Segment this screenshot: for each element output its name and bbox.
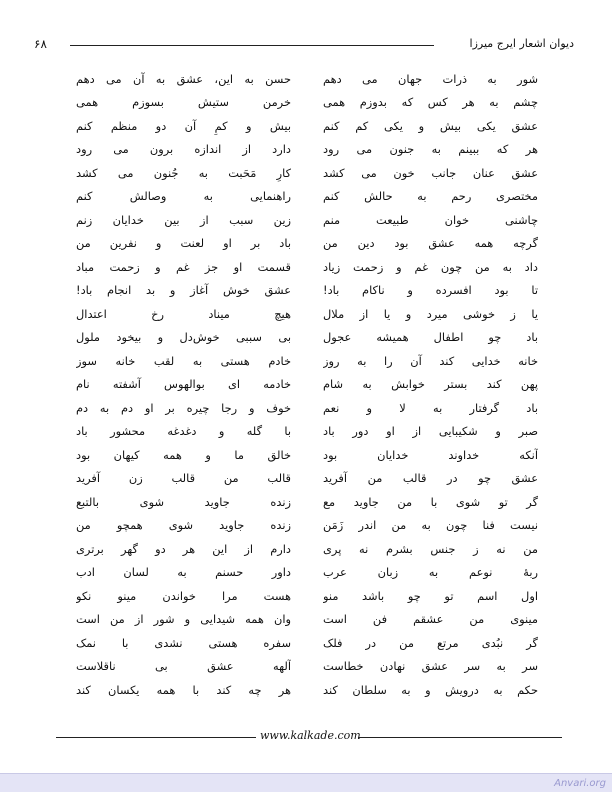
page-number: ۶۸ — [34, 37, 47, 51]
verse-line: اول اسم تو چو باشد منو — [323, 588, 538, 603]
verse-line: چشم به هر کس که بدوزم همی — [323, 95, 538, 110]
footer-website: www.kalkade.com — [260, 729, 361, 742]
verse-line: عشق خوش آغاز و بد انجام باد! — [76, 283, 291, 298]
verse-line: حکم به درویش و به سلطان کند — [323, 682, 538, 697]
verse-line: خادم هستی به لقب خانه سوز — [76, 353, 291, 368]
verse-line: با گله و دغدغه محشور باد — [76, 424, 291, 439]
verse-line: باد بر او لعنت و نفرین من — [76, 236, 291, 251]
verse-line: گرچه همه عشق بود دین من — [323, 236, 538, 251]
verse-line: هیچ میناد رخ اعتدال — [76, 306, 291, 321]
verse-line: کارِ مَحَبت به جُنون می کشد — [76, 165, 291, 180]
verse-line: داد به من چون غم و زحمت زیاد — [323, 259, 538, 274]
page-footer — [56, 728, 562, 744]
verse-line: خوف و رجا چیره بر او دم به دم — [76, 400, 291, 415]
verse-line: داور حسنم به لسان ادب — [76, 565, 291, 580]
verse-line: بیش و کمِ آن دو منظم کنم — [76, 118, 291, 133]
verse-line: چاشنی خوان طبیعت منم — [323, 212, 538, 227]
footer-divider-left — [56, 737, 256, 738]
verse-line: ربهٔ نوعم به زبان عرب — [323, 565, 538, 580]
book-title: دیوان اشعار ایرج میرزا — [469, 37, 574, 50]
verse-line: قالب من قالب زن آفرید — [76, 471, 291, 486]
verse-line: زنده جاوید شوی همچو من — [76, 518, 291, 533]
verse-line: عشق چو در قالب من آفرید — [323, 471, 538, 486]
verse-line: هر چه کند با همه یکسان کند — [76, 682, 291, 697]
verse-line: گر نبُدی مرتع من در فلک — [323, 635, 538, 650]
watermark-text: Anvari.org — [554, 778, 606, 789]
verse-line: عشق عنان جانب خون می کشد — [323, 165, 538, 180]
verse-line: مینوی من عشقم فن است — [323, 612, 538, 627]
verse-line: من نه ز جنس بشرم نه پری — [323, 541, 538, 556]
poem-column-left — [76, 68, 291, 702]
verse-line: سر به سر عشق نهادن خطاست — [323, 659, 538, 674]
verse-line: دارد از اندازه برون می رود — [76, 142, 291, 157]
header-divider — [70, 45, 434, 46]
verse-line: هر که ببینم به جنون می رود — [323, 142, 538, 157]
verse-line: باد گرفتار به لا و نعم — [323, 400, 538, 415]
verse-line: آنکه خداوند خدایان بود — [323, 447, 538, 462]
verse-line: قسمت او جز غم و زحمت مباد — [76, 259, 291, 274]
poem-column-right — [323, 68, 538, 702]
verse-line: حسن به این، عشق به آن می دهم — [76, 72, 291, 86]
verse-line: نیست فنا چون به من اندر زَمَن — [323, 518, 538, 533]
verse-line: تا بود افسرده و ناکام باد! — [323, 283, 538, 298]
verse-line: خادمه ای بوالهوس آشفته نام — [76, 377, 291, 392]
page-header — [34, 35, 574, 55]
verse-line: مختصری رحم به حالش کنم — [323, 189, 538, 204]
verse-line: باد چو اطفال همیشه عجول — [323, 330, 538, 345]
verse-line: صبر و شکیبایی از او دور باد — [323, 424, 538, 439]
verse-line: شور به ذرات جهان می دهم — [323, 72, 538, 86]
verse-line: یا ز خوشی میرد و یا از ملال — [323, 306, 538, 321]
verse-line: پهن کند بستر خوابش به شام — [323, 377, 538, 392]
verse-line: خانه خدایی کند آن را به روز — [323, 353, 538, 368]
verse-line: دارم از این هر دو گهر برتری — [76, 541, 291, 556]
verse-line: آلهه عشق بی ناقلاست — [76, 659, 291, 674]
verse-line: وان همه شیدایی و شور از من است — [76, 612, 291, 627]
verse-line: راهنمایی به وصالش کنم — [76, 189, 291, 204]
verse-line: سفره هستی نشدی با نمک — [76, 635, 291, 650]
verse-line: گر تو شوی با من جاوید مع — [323, 494, 538, 509]
verse-line: زنده جاوید شوی بالتبع — [76, 494, 291, 509]
verse-line: بی سببی خوش‌دل و بیخود ملول — [76, 330, 291, 345]
verse-line: خالق ما و همه کیهان بود — [76, 447, 291, 462]
watermark-band — [0, 773, 612, 792]
verse-line: هست مرا خواندن مینو نکو — [76, 588, 291, 603]
verse-line: زین سبب از بین خدایان زنم — [76, 212, 291, 227]
poem-body — [76, 68, 538, 702]
verse-line: خرمن ستیش بسوزم همی — [76, 95, 291, 110]
verse-line: عشق یکی بیش و یکی کم کنم — [323, 118, 538, 133]
footer-divider-right — [358, 737, 562, 738]
